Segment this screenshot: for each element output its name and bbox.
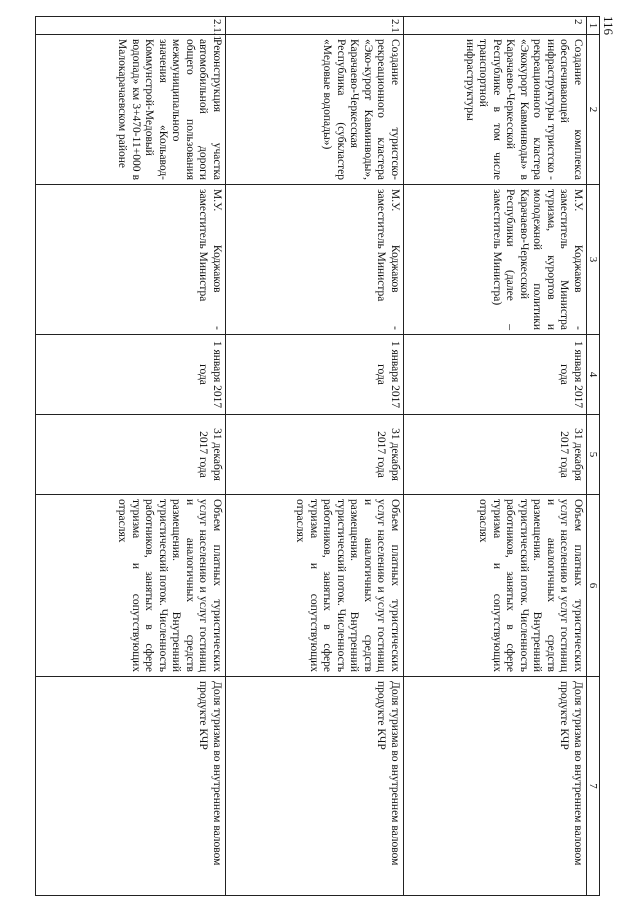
start-date: 1 января 2017 года	[36, 335, 226, 415]
responsible-person: М.У. Коджаков - заместитель Министра	[226, 185, 404, 335]
expected-result: Доля туризма во внутреннем валовом продукте КЧР	[36, 677, 226, 896]
measure-name: Создание туристско-рекреационного кластера «Эко-курорт Кавминводы», Карачаево-Черкесская Республика (субкластер «Медовые водопады»)	[226, 35, 404, 185]
table-row	[36, 17, 226, 896]
table-row	[404, 17, 587, 896]
column-number: 3	[587, 185, 600, 335]
column-number: 1	[587, 17, 600, 35]
indicators: Объем платных туристических услуг населению и услуг гостиниц и аналогичных средств размещения. Внутренний туристический поток. Численность работников, занятых в сфере туризма и сопутствующих отраслях	[404, 495, 587, 677]
row-number: 2.1	[226, 17, 404, 35]
rotated-table-wrapper	[35, 16, 600, 896]
measure-name: Создание комплекса обеспечивающей инфраструктуры туристско - рекреационного кластера «Экокурорт Кавминводы» в Карачаево-Черкесской Республике в том числе транспортной инфраструктуры	[404, 35, 587, 185]
row-number: 2.1.1	[36, 17, 226, 35]
indicators: Объем платных туристических услуг населению и услуг гостиниц и аналогичных средств размещения. Внутренний туристический поток. Численность работников, занятых в сфере туризма и сопутствующих отраслях	[226, 495, 404, 677]
table-row	[226, 17, 404, 896]
end-date: 31 декабря 2017 года	[404, 415, 587, 495]
column-number: 5	[587, 415, 600, 495]
measure-name: Реконструкция участка автомобильной дороги общего пользования межмуниципального значения «Кольавод-Коммунстрой-Медовый водопад» км 3+470-11+000 в Малокарачаевском районе	[36, 35, 226, 185]
plan-table	[35, 16, 600, 896]
responsible-person: М.У. Коджаков - заместитель Министра туризма, курортов и молодежной политики Карачаево-Черкесской Республики (далее – заместитель Министра)	[404, 185, 587, 335]
end-date: 31 декабря 2017 года	[36, 415, 226, 495]
column-number: 7	[587, 677, 600, 896]
expected-result: Доля туризма во внутреннем валовом продукте КЧР	[404, 677, 587, 896]
indicators: Объем платных туристических услуг населению и услуг гостиниц и аналогичных средств размещения. Внутренний туристический поток. Численность работников, занятых в сфере туризма и сопутствующих отраслях	[36, 495, 226, 677]
column-number: 6	[587, 495, 600, 677]
column-number: 2	[587, 35, 600, 185]
page-number: 116	[601, 16, 616, 36]
column-numbers-row	[587, 17, 600, 896]
start-date: 1 января 2017 года	[226, 335, 404, 415]
expected-result: Доля туризма во внутреннем валовом продукте КЧР	[226, 677, 404, 896]
start-date: 1 января 2017 года	[404, 335, 587, 415]
responsible-person: М.У. Коджаков - заместитель Министра	[36, 185, 226, 335]
end-date: 31 декабря 2017 года	[226, 415, 404, 495]
column-number: 4	[587, 335, 600, 415]
row-number: 2	[404, 17, 587, 35]
